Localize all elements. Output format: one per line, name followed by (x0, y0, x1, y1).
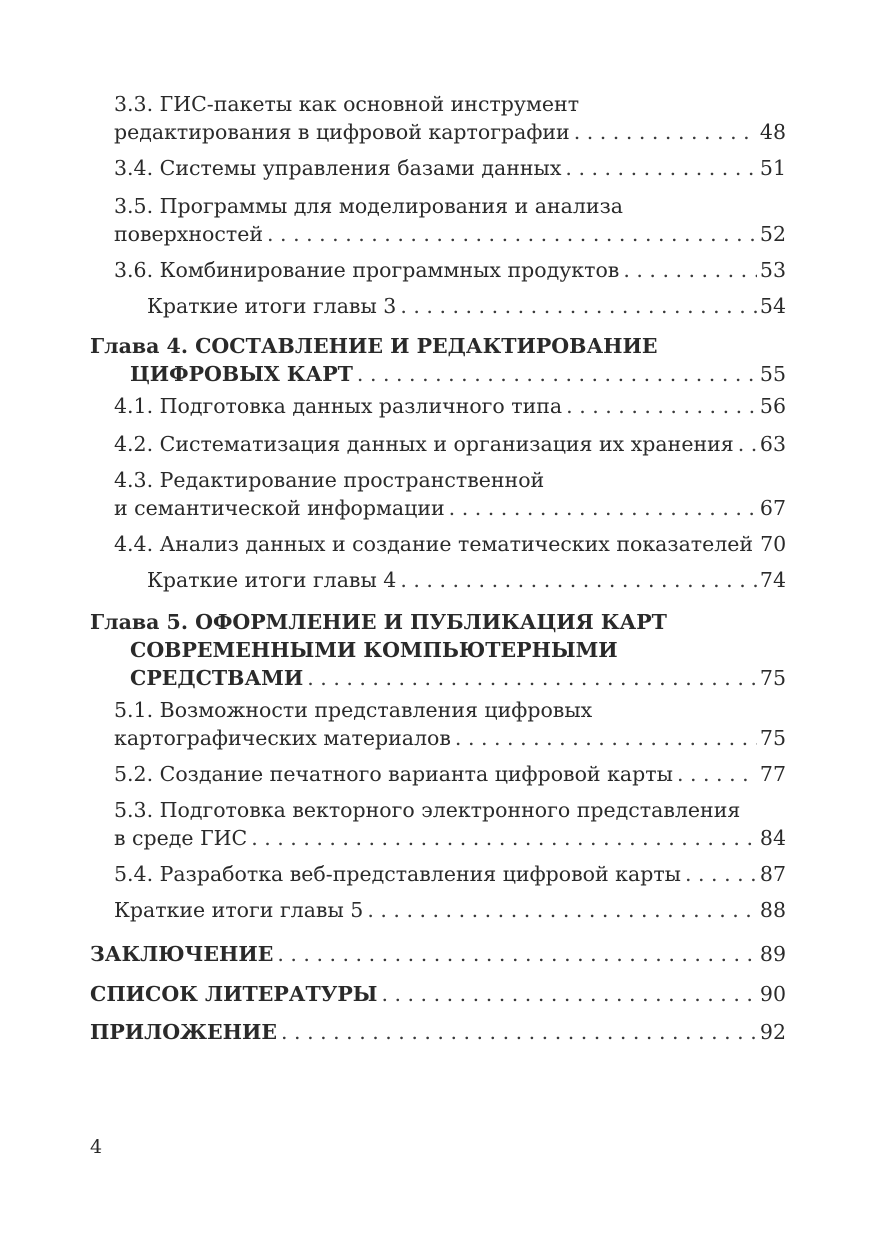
toc-page-number: 89 (759, 942, 786, 966)
toc-entry-4-1[interactable] (90, 392, 786, 420)
toc-page-number: 75 (759, 726, 786, 750)
leader-dots (677, 760, 757, 788)
leader-dots (566, 392, 757, 420)
toc-entry-title-cont: редактирования в цифровой картографии (114, 120, 570, 144)
leader-dots (400, 292, 757, 320)
toc-entry-title: Краткие итоги главы 5 (114, 898, 364, 922)
toc-entry-5-3[interactable] (90, 796, 786, 852)
toc-entry-title: 4.4. Анализ данных и создание тематических показателей (114, 532, 754, 556)
toc-entry-title: 4.2. Систематизация данных и организация их хранения (114, 432, 734, 456)
toc-entry-title: ПРИЛОЖЕНИЕ (90, 1020, 278, 1044)
toc-page-number: 55 (759, 362, 786, 386)
leader-dots (400, 566, 757, 594)
leader-dots (574, 118, 757, 146)
leader-dots (267, 220, 757, 248)
toc-entry-3-4[interactable] (90, 154, 786, 182)
leader-dots (623, 256, 757, 284)
chapter-title-cont: ЦИФРОВЫХ КАРТ (130, 362, 353, 386)
leader-dots (367, 896, 757, 924)
toc-page-number: 51 (759, 156, 786, 180)
chapter-title-cont: СРЕДСТВАМИ (130, 666, 304, 690)
toc-page-number: 75 (759, 666, 786, 690)
toc-entry-3-5[interactable] (90, 192, 786, 248)
toc-entry-title-cont: и семантической информации (114, 496, 445, 520)
toc-entry-title: 5.3. Подготовка векторного электронного представления (114, 798, 741, 822)
toc-chapter-5[interactable] (90, 608, 786, 692)
toc-page-number: 92 (759, 1020, 786, 1044)
leader-dots (455, 724, 757, 752)
toc-entry-4-2[interactable] (90, 430, 786, 458)
leader-dots (251, 824, 757, 852)
leader-dots (277, 940, 757, 968)
toc-page-number: 54 (759, 294, 786, 318)
toc-entry-title: 3.3. ГИС-пакеты как основной инструмент (114, 92, 580, 116)
toc-entry-title: 3.5. Программы для моделирования и анализа (114, 194, 623, 218)
toc-entry-3-3[interactable] (90, 90, 786, 146)
toc-page-number: 74 (759, 568, 786, 592)
toc-entry-4-3[interactable] (90, 466, 786, 522)
toc-entry-title: 5.4. Разработка веб-представления цифровой карты (114, 862, 681, 886)
toc-page-number: 56 (759, 394, 786, 418)
toc-entry-references[interactable] (90, 980, 786, 1008)
toc-entry-5-2[interactable] (90, 760, 786, 788)
toc-entry-summary-4[interactable] (90, 566, 786, 594)
toc-page-number: 88 (759, 898, 786, 922)
toc-page-number: 67 (759, 496, 786, 520)
toc-entry-title: 3.4. Системы управления базами данных (114, 156, 562, 180)
toc-entry-summary-3[interactable] (90, 292, 786, 320)
toc-entry-title-cont: картографических материалов (114, 726, 451, 750)
leader-dots (307, 664, 757, 692)
toc-entry-title: Краткие итоги главы 4 (147, 568, 397, 592)
toc-entry-3-6[interactable] (90, 256, 786, 284)
toc-entry-summary-5[interactable] (90, 896, 786, 924)
toc-entry-title: ЗАКЛЮЧЕНИЕ (90, 942, 274, 966)
leader-dots (381, 980, 756, 1008)
toc-entry-conclusion[interactable] (90, 940, 786, 968)
toc-page-number: 84 (759, 826, 786, 850)
toc-entry-5-1[interactable] (90, 696, 786, 752)
toc-entry-title: 4.3. Редактирование пространственной (114, 468, 545, 492)
chapter-title: Глава 4. СОСТАВЛЕНИЕ И РЕДАКТИРОВАНИЕ (90, 334, 658, 358)
leader-dots (357, 360, 757, 388)
toc-entry-title: 5.2. Создание печатного варианта цифровой карты (114, 762, 673, 786)
toc-entry-title: СПИСОК ЛИТЕРАТУРЫ (90, 982, 378, 1006)
toc-page-number: 87 (759, 862, 786, 886)
leader-dots (685, 860, 757, 888)
toc-page-number: 63 (759, 432, 786, 456)
toc-entry-5-4[interactable] (90, 860, 786, 888)
toc-entry-title-cont: поверхностей (114, 222, 263, 246)
toc-entry-4-4[interactable] (90, 530, 786, 558)
toc-entry-title: 3.6. Комбинирование программных продуктов (114, 258, 620, 282)
toc-entry-title: 5.1. Возможности представления цифровых (114, 698, 593, 722)
chapter-title-cont: СОВРЕМЕННЫМИ КОМПЬЮТЕРНЫМИ (130, 638, 618, 662)
toc-entry-title: Краткие итоги главы 3 (147, 294, 397, 318)
toc-entry-title: 4.1. Подготовка данных различного типа (114, 394, 563, 418)
toc-page-number: 48 (759, 120, 786, 144)
page-number: 4 (90, 1136, 103, 1158)
toc-page-number: 70 (760, 532, 787, 556)
toc-page-number: 77 (759, 762, 786, 786)
leader-dots (565, 154, 757, 182)
toc-entry-title-cont: в среде ГИС (114, 826, 248, 850)
toc-entry-appendix[interactable] (90, 1018, 786, 1046)
leader-dots (281, 1018, 757, 1046)
toc-page-number: 52 (759, 222, 786, 246)
toc-page-number: 90 (759, 982, 786, 1006)
leader-dots (449, 494, 757, 522)
chapter-title: Глава 5. ОФОРМЛЕНИЕ И ПУБЛИКАЦИЯ КАРТ (90, 610, 667, 634)
toc-chapter-4[interactable] (90, 332, 786, 388)
leader-dots (738, 430, 757, 458)
toc-page-number: 53 (759, 258, 786, 282)
